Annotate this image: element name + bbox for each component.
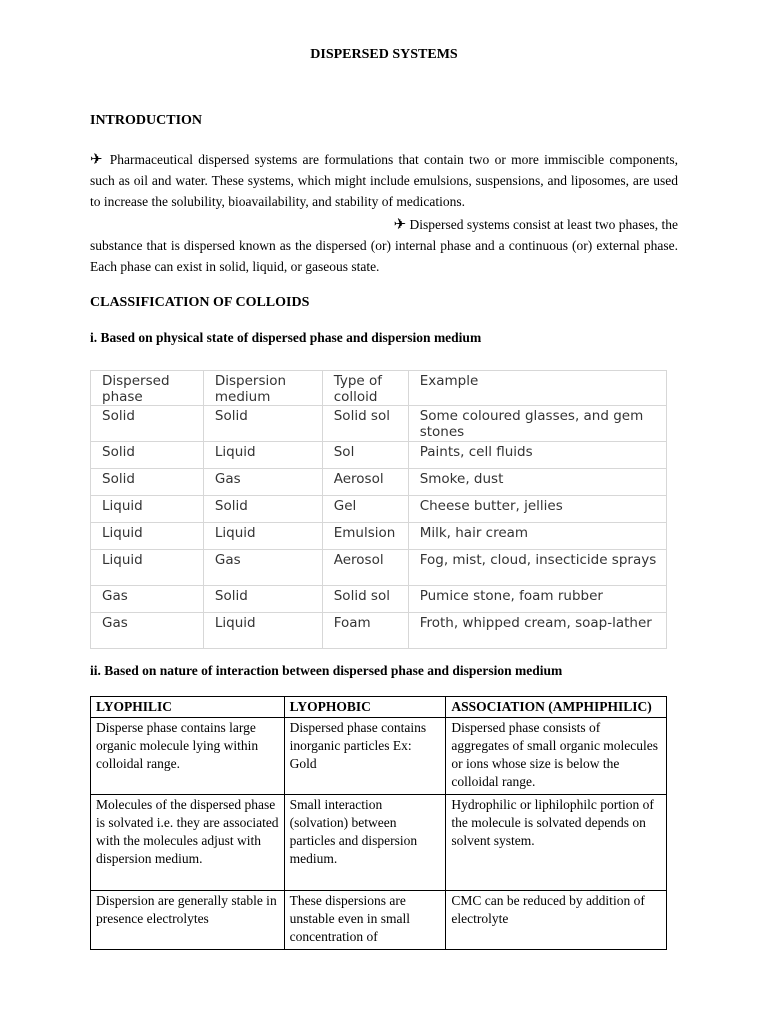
table-row: [91, 550, 667, 586]
table-cell: These dispersions are unstable even in small concentration of: [284, 891, 446, 950]
table-header-cell: Dispersion medium: [203, 371, 322, 406]
table-cell: Froth, whipped cream, soap-lather: [408, 613, 666, 649]
table-cell: Liquid: [203, 613, 322, 649]
classification-heading: CLASSIFICATION OF COLLOIDS: [90, 295, 310, 310]
table-cell: Solid sol: [322, 586, 408, 613]
table-cell: Cheese butter, jellies: [408, 496, 666, 523]
table-cell: Aerosol: [322, 550, 408, 586]
table-cell: Solid: [91, 406, 204, 442]
table-row: [91, 613, 667, 649]
table-row: [91, 523, 667, 550]
table-header-cell: ASSOCIATION (AMPHIPHILIC): [446, 697, 667, 718]
table-cell: Solid: [91, 442, 204, 469]
table-cell: Small interaction (solvation) between particles and dispersion medium.: [284, 795, 446, 891]
table-cell: Solid sol: [322, 406, 408, 442]
intro-paragraph-1: [90, 149, 678, 212]
table-header-cell: Example: [408, 371, 666, 406]
table-header-cell: LYOPHOBIC: [284, 697, 446, 718]
table-cell: Foam: [322, 613, 408, 649]
table-cell: Pumice stone, foam rubber: [408, 586, 666, 613]
table-row: [91, 469, 667, 496]
table-header-cell: Dispersed phase: [91, 371, 204, 406]
colloid-state-table: [90, 370, 667, 649]
table-cell: Liquid: [91, 523, 204, 550]
table-cell: Some coloured glasses, and gem stones: [408, 406, 666, 442]
table-row: [91, 496, 667, 523]
table-cell: Smoke, dust: [408, 469, 666, 496]
airplane-icon: ✈: [393, 215, 407, 233]
table-cell: Fog, mist, cloud, insecticide sprays: [408, 550, 666, 586]
table-cell: Hydrophilic or liphilophilc portion of the molecule is solvated depends on solvent system.: [446, 795, 667, 891]
table-header-cell: LYOPHILIC: [91, 697, 285, 718]
intro-paragraph-1-text: Pharmaceutical dispersed systems are formulations that contain two or more immiscible components, such as oil and water. These systems, which might include emulsions, suspensions, and liposomes, are used to increase the solubility, bioavailability, and stability of medications.: [90, 152, 678, 209]
table-cell: Gas: [91, 613, 204, 649]
intro-paragraph-2-text: substance that is dispersed known as the dispersed (or) internal phase and a continuous (or) external phase. Each phase can exist in solid, liquid, or gaseous state.: [90, 238, 678, 274]
document-title: DISPERSED SYSTEMS: [310, 47, 458, 62]
intro-paragraph-2-first-line: [90, 214, 678, 235]
table-cell: Gas: [203, 550, 322, 586]
table-row: [91, 795, 667, 891]
table-row: [91, 406, 667, 442]
table-cell: Milk, hair cream: [408, 523, 666, 550]
table-cell: Dispersed phase consists of aggregates of small organic molecules or ions whose size is below the colloidal range.: [446, 718, 667, 795]
table-cell: Dispersed phase contains inorganic particles Ex: Gold: [284, 718, 446, 795]
table-cell: Gas: [203, 469, 322, 496]
table1-caption: i. Based on physical state of dispersed phase and dispersion medium: [90, 330, 482, 345]
table-cell: Gas: [91, 586, 204, 613]
intro-paragraph-2-lead: Dispersed systems consist at least two phases, the: [409, 217, 678, 232]
table-cell: CMC can be reduced by addition of electrolyte: [446, 891, 667, 950]
airplane-icon: ✈: [90, 150, 105, 168]
table-cell: Liquid: [203, 442, 322, 469]
table-cell: Solid: [203, 586, 322, 613]
table-cell: Liquid: [91, 496, 204, 523]
table-cell: Gel: [322, 496, 408, 523]
table-cell: Solid: [203, 496, 322, 523]
table-row: [91, 586, 667, 613]
table-row: [91, 718, 667, 795]
table-header-row: [91, 697, 667, 718]
table2-caption: ii. Based on nature of interaction between dispersed phase and dispersion medium: [90, 663, 563, 678]
table-cell: Dispersion are generally stable in presence electrolytes: [91, 891, 285, 950]
table-cell: Molecules of the dispersed phase is solvated i.e. they are associated with the molecules adjust with dispersion medium.: [91, 795, 285, 891]
table-cell: Liquid: [203, 523, 322, 550]
table-cell: Sol: [322, 442, 408, 469]
intro-paragraph-2: [90, 214, 678, 277]
table-row: [91, 442, 667, 469]
table-cell: Emulsion: [322, 523, 408, 550]
table-header-cell: Type of colloid: [322, 371, 408, 406]
table-header-row: [91, 371, 667, 406]
table-row: [91, 891, 667, 950]
table-cell: Paints, cell fluids: [408, 442, 666, 469]
table-cell: Solid: [203, 406, 322, 442]
introduction-heading: INTRODUCTION: [90, 113, 203, 128]
table-cell: Solid: [91, 469, 204, 496]
table-cell: Aerosol: [322, 469, 408, 496]
table-cell: Disperse phase contains large organic molecule lying within colloidal range.: [91, 718, 285, 795]
colloid-interaction-table: [90, 696, 667, 950]
table-cell: Liquid: [91, 550, 204, 586]
